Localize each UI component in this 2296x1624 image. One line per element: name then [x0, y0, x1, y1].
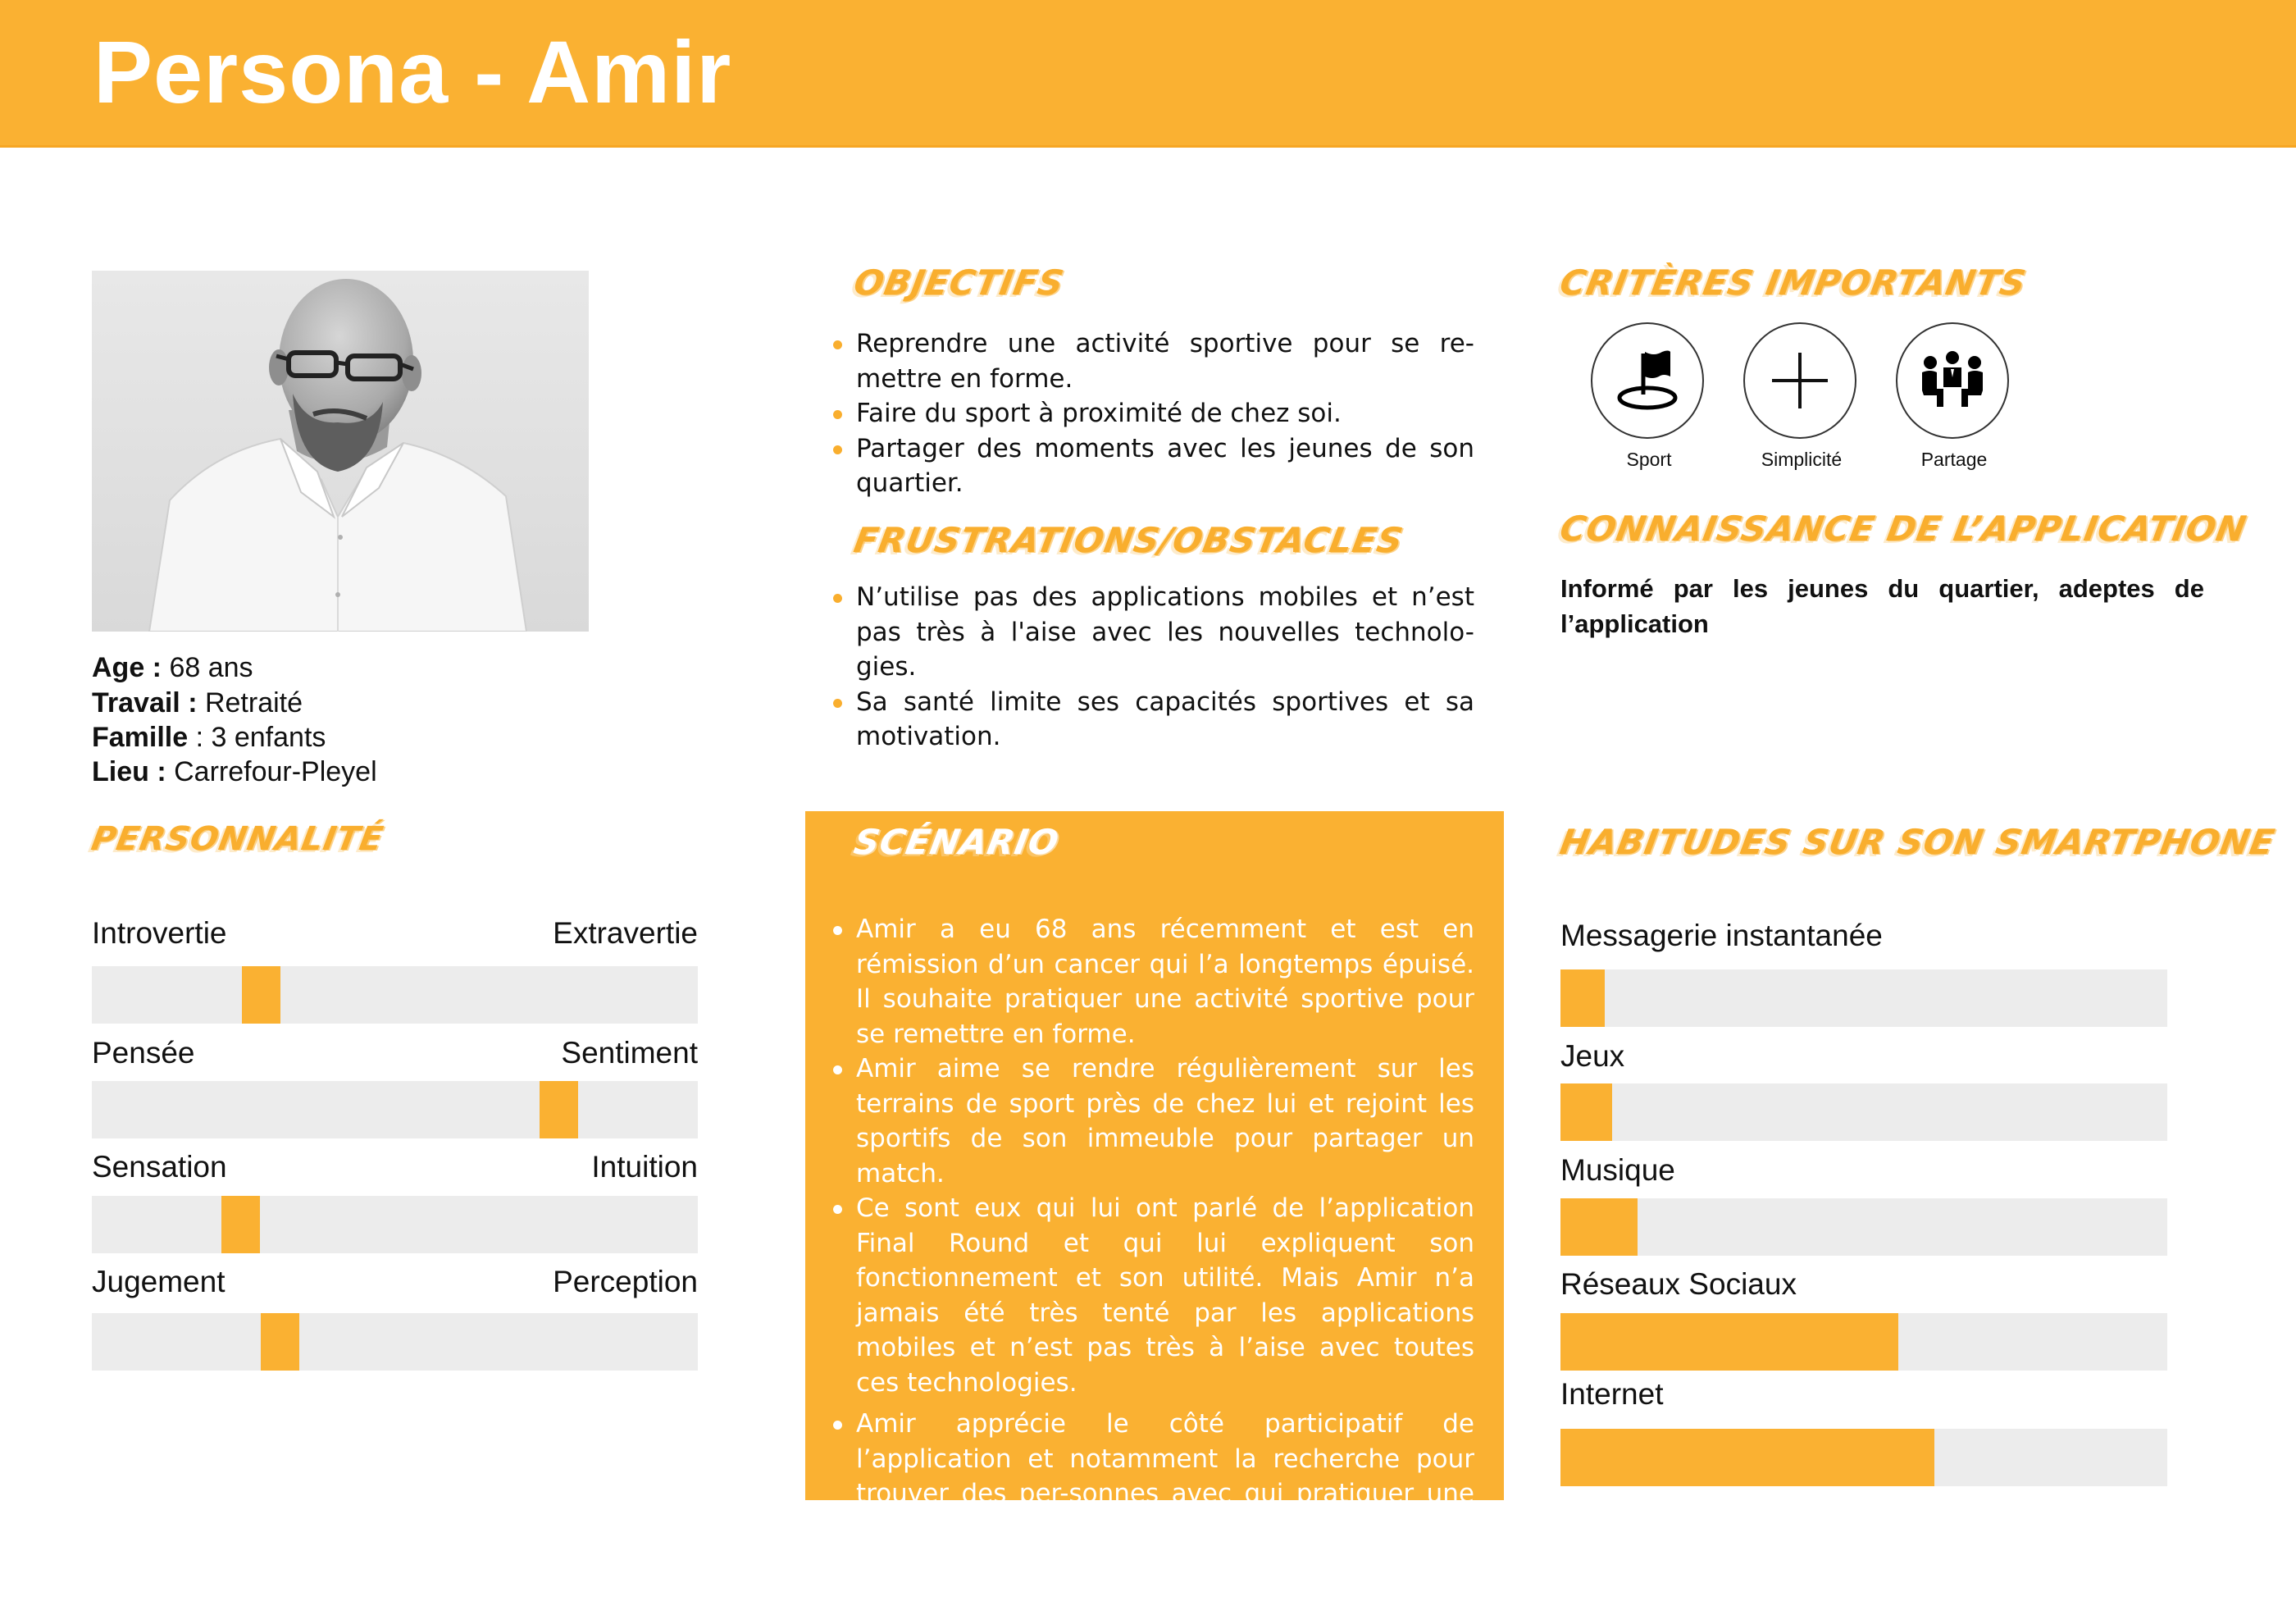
scenario-item: Amir apprécie le côté participatif de l’application et notamment la recherche pour trouver des per-sonnes avec qui pratiquer une activité.: [835, 1407, 1474, 1546]
personality-scale-track: [92, 1081, 698, 1138]
scenario-list: [835, 912, 1474, 1546]
objectif-item: Reprendre une activité sportive pour se re-mettre en forme.: [835, 326, 1474, 396]
habit-bar-fill: [1560, 1198, 1638, 1256]
info-lieu: [92, 755, 377, 789]
critere-sport: [1591, 322, 1707, 471]
connaissance-text: Informé par les jeunes du quartier, adeptes de l’application: [1560, 574, 2204, 638]
habit-bar-fill: [1560, 1313, 1898, 1371]
info-lieu-value: Carrefour-Pleyel: [166, 756, 377, 787]
info-famille: [92, 720, 326, 755]
info-age: [92, 650, 253, 685]
info-travail-value: Retraité: [197, 687, 303, 718]
frustrations-heading: FRUSTRATIONS/OBSTACLES: [850, 520, 1407, 560]
habit-bar-track: [1560, 1313, 2167, 1371]
personality-scale-track: [92, 1313, 698, 1371]
info-famille-label: Famille: [92, 722, 189, 753]
objectif-item: Partager des moments avec les jeunes de son quartier.: [835, 431, 1474, 501]
scale-right-label: Extravertie: [553, 916, 698, 950]
info-travail: [92, 686, 303, 720]
frustration-item: N’utilise pas des applications mobiles et n’est pas très à l'aise avec les nouvelles technolo-gies.: [835, 580, 1474, 685]
personality-scale-marker: [221, 1196, 260, 1253]
habit-label: Musique: [1560, 1153, 1675, 1187]
info-travail-label: Travail :: [92, 687, 198, 718]
frustration-item: Sa santé limite ses capacités sportives et sa motivation.: [835, 685, 1474, 755]
critere-partage: [1896, 322, 2012, 471]
criteres-heading: CRITÈRES IMPORTANTS: [1556, 262, 2029, 303]
scenario-item: Amir a eu 68 ans récemment et est en rémission d’un cancer qui l’a longtemps épuisé. Il souhaite pratiquer une activité sportive pour se remettre en forme.: [835, 912, 1474, 1051]
objectifs-list: [835, 326, 1474, 501]
portrait-image: [92, 271, 589, 632]
people-meeting-icon: [1920, 351, 1984, 410]
scale-left-label: Pensée: [92, 1036, 195, 1070]
critere-label: Sport: [1626, 449, 1672, 470]
scale-right-label: Perception: [553, 1265, 698, 1298]
critere-label: Partage: [1920, 449, 1988, 470]
scale-left-label: Introvertie: [92, 916, 227, 950]
info-age-label: Age :: [92, 652, 162, 683]
scale-right-label: Intuition: [591, 1150, 698, 1184]
personality-scale-track: [92, 1196, 698, 1253]
personality-scale-marker: [242, 966, 280, 1024]
critere-label: Simplicité: [1761, 449, 1843, 470]
critere-circle: [1591, 322, 1704, 439]
page-title: Persona - Amir: [93, 22, 732, 121]
habitudes-heading: HABITUDES SUR SON SMARTPHONE: [1556, 822, 2279, 862]
objectif-item: Faire du sport à proximité de chez soi.: [835, 396, 1474, 431]
critere-circle: [1743, 322, 1856, 439]
scale-left-label: Sensation: [92, 1150, 227, 1184]
scale-right-label: Sentiment: [561, 1036, 698, 1070]
flag-icon: [1615, 347, 1680, 414]
habit-bar-track: [1560, 1083, 2167, 1141]
info-famille-value: : 3 enfants: [188, 722, 326, 753]
habit-bar-track: [1560, 1429, 2167, 1486]
personality-scale-track: [92, 966, 698, 1024]
critere-simplicite: [1743, 322, 1860, 471]
personality-scale-marker: [540, 1081, 578, 1138]
habit-bar-fill: [1560, 1429, 1934, 1486]
info-age-value: 68 ans: [162, 652, 253, 683]
info-lieu-label: Lieu :: [92, 756, 166, 787]
frustrations-list: [835, 580, 1474, 755]
habit-label: Jeux: [1560, 1039, 1625, 1073]
habit-bar-track: [1560, 1198, 2167, 1256]
scale-left-label: Jugement: [92, 1265, 226, 1298]
habit-bar-fill: [1560, 969, 1605, 1027]
connaissance-heading: CONNAISSANCE DE L’APPLICATION: [1556, 509, 2250, 549]
personnalite-heading: PERSONNALITÉ: [88, 820, 387, 858]
scenario-item: Ce sont eux qui lui ont parlé de l’application Final Round et qui lui expliquent son fonctionnement et son utilité. Mais Amir n’a jamais été très tenté par les applications mobiles et n’est pas très à l’aise avec toutes ces technologies.: [835, 1191, 1474, 1400]
habit-bar-track: [1560, 969, 2167, 1027]
persona-photo: [92, 271, 589, 632]
habit-bar-fill: [1560, 1083, 1612, 1141]
personality-scale-marker: [261, 1313, 299, 1371]
objectifs-heading: OBJECTIFS: [850, 262, 1068, 303]
habit-label: Internet: [1560, 1377, 1664, 1411]
scenario-heading: SCÉNARIO: [850, 822, 1063, 862]
plus-icon: [1770, 351, 1829, 410]
critere-circle: [1896, 322, 2009, 439]
habit-label: Réseaux Sociaux: [1560, 1267, 1797, 1301]
scenario-item: Amir aime se rendre régulièrement sur les terrains de sport près de chez lui et rejoint les sportifs de son immeuble pour partager un match.: [835, 1051, 1474, 1191]
habit-label: Messagerie instantanée: [1560, 919, 1883, 952]
